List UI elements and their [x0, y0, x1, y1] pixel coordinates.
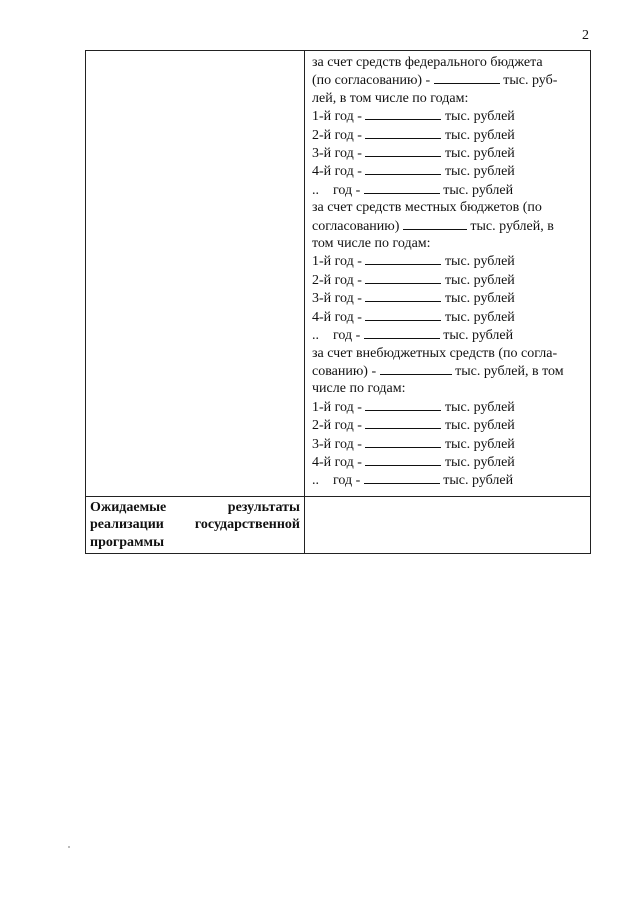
year-label: 1-й год - — [312, 109, 366, 125]
federal-line3: лей, в том числе по годам: — [312, 90, 469, 106]
federal-year-1 — [312, 107, 584, 125]
year-unit: тыс. рублей — [441, 436, 515, 452]
results-label-cell — [86, 496, 305, 553]
federal-line1: за счет средств федерального бюджета — [312, 55, 543, 70]
blank-field — [365, 398, 441, 411]
funding-cell — [305, 51, 591, 497]
year-unit: тыс. рублей — [441, 109, 515, 125]
year-label: 4-й год - — [312, 164, 366, 180]
blank-field — [364, 471, 440, 484]
year-unit: тыс. рублей — [441, 291, 515, 307]
empty-label-cell — [86, 51, 305, 497]
federal-year-2 — [312, 126, 584, 144]
local-year-4 — [312, 308, 584, 326]
results-value-cell — [305, 496, 591, 553]
year-unit: тыс. рублей — [441, 454, 515, 470]
local-line3: том числе по годам: — [312, 236, 431, 252]
blank-field — [365, 435, 441, 448]
results-label: Ожидаемые результаты реализации государственной программы — [90, 499, 300, 550]
local-line2 — [312, 217, 584, 235]
federal-year-n — [312, 181, 584, 199]
blank-field — [434, 71, 500, 84]
blank-field — [365, 416, 441, 429]
year-unit: тыс. рублей — [441, 399, 515, 415]
year-label: 2-й год - — [312, 127, 366, 143]
extrabudget-line2 — [312, 362, 584, 380]
local-line2-a: согласованию) — [312, 218, 403, 234]
year-unit: тыс. рублей — [439, 328, 514, 344]
year-label: 4-й год - — [312, 309, 366, 325]
year-label: 3-й год - — [312, 436, 366, 452]
year-label: 3-й год - — [312, 291, 366, 307]
year-unit: тыс. рублей — [441, 164, 515, 180]
extrabudget-year-3 — [312, 435, 584, 453]
extrabudget-line1: за счет внебюджетных средств (по согла- — [312, 345, 558, 361]
year-label: 2-й год - — [312, 418, 366, 434]
year-unit: тыс. рублей — [441, 272, 515, 288]
federal-year-3 — [312, 144, 584, 162]
blank-field — [364, 326, 440, 339]
extrabudget-year-n — [312, 471, 584, 489]
page-number: 2 — [582, 28, 589, 43]
year-unit: тыс. рублей — [441, 127, 515, 143]
blank-field — [365, 271, 441, 284]
local-year-3 — [312, 289, 584, 307]
year-unit: тыс. рублей — [439, 473, 514, 489]
passport-table — [85, 50, 591, 554]
blank-field — [365, 107, 441, 120]
blank-field — [365, 289, 441, 302]
extrabudget-line2-b: тыс. рублей, в том — [451, 363, 564, 379]
local-line1: за счет средств местных бюджетов (по — [312, 200, 542, 216]
blank-field — [365, 162, 441, 175]
table-row-funding — [86, 51, 591, 497]
blank-field — [403, 217, 467, 230]
blank-field — [365, 453, 441, 466]
blank-field — [380, 362, 452, 375]
year-label: 4-й год - — [312, 454, 366, 470]
year-label: .. год - — [312, 182, 364, 198]
federal-line2 — [312, 71, 584, 89]
extrabudget-line3: числе по годам: — [312, 381, 406, 397]
extrabudget-year-1 — [312, 398, 584, 416]
year-label: 3-й год - — [312, 146, 366, 162]
blank-field — [365, 144, 441, 157]
federal-line2-b: тыс. руб- — [499, 73, 558, 89]
local-line2-b: тыс. рублей, в — [466, 218, 554, 234]
year-unit: тыс. рублей — [441, 254, 515, 270]
extrabudget-line2-a: сованию) - — [312, 363, 380, 379]
blank-field — [365, 126, 441, 139]
extrabudget-year-4 — [312, 453, 584, 471]
year-unit: тыс. рублей — [441, 309, 515, 325]
year-label: 1-й год - — [312, 399, 366, 415]
year-label: .. год - — [312, 328, 364, 344]
blank-field — [365, 308, 441, 321]
year-unit: тыс. рублей — [441, 418, 515, 434]
year-label: 1-й год - — [312, 254, 366, 270]
blank-field — [365, 252, 441, 265]
year-unit: тыс. рублей — [439, 182, 514, 198]
local-year-n — [312, 326, 584, 344]
local-year-2 — [312, 271, 584, 289]
scan-artifact — [68, 846, 70, 848]
year-label: 2-й год - — [312, 272, 366, 288]
local-year-1 — [312, 252, 584, 270]
federal-line2-a: (по согласованию) - — [312, 73, 434, 89]
blank-field — [364, 181, 440, 194]
year-label: .. год - — [312, 473, 364, 489]
federal-year-4 — [312, 162, 584, 180]
table-row-results — [86, 496, 591, 553]
year-unit: тыс. рублей — [441, 146, 515, 162]
extrabudget-year-2 — [312, 416, 584, 434]
